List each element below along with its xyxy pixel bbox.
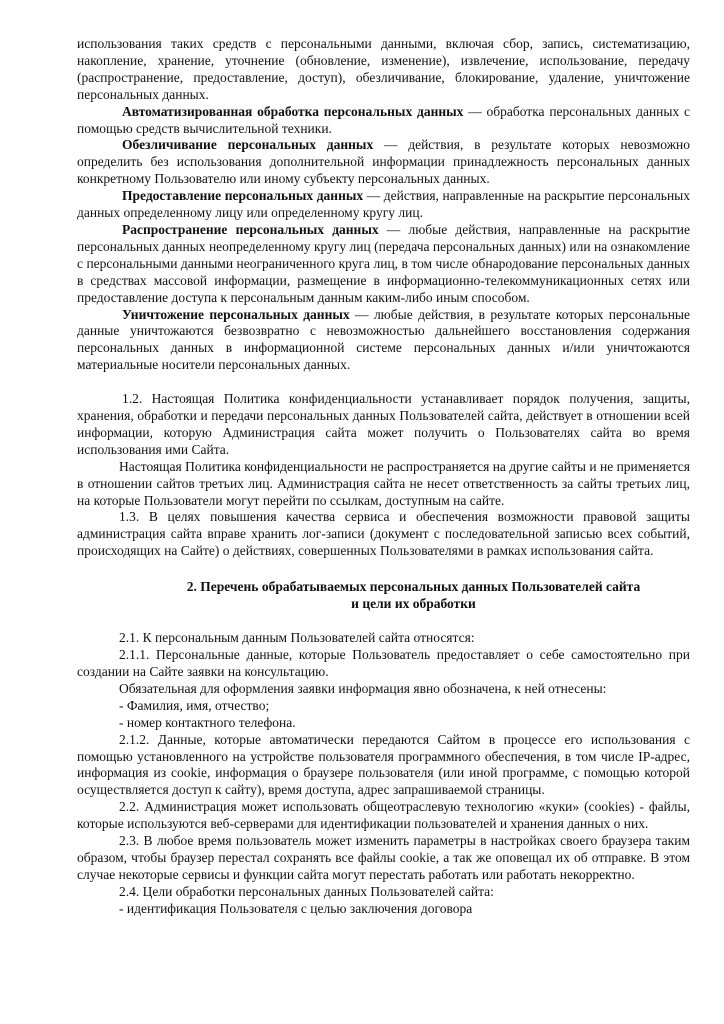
clause-2-4: 2.4. Цели обработки персональных данных Пользователей сайта: — [119, 883, 494, 899]
definition-distribution: Распространение персональных данных — любые действия, направленные на раскрытие персональных данных неопределенному кругу лиц (передача персональных данных) или на ознакомление с персональными данными неограниченного круга лиц, в том числе обнародование персональных данных в средствах массовой информации, размещение в информационно-телекоммуникационных сетях или предоставление доступа к персональным данным каким-либо иным способом. — [77, 221, 690, 305]
term-automated: Автоматизированная обработка персональных данных — [122, 103, 464, 119]
term-provision: Предоставление персональных данных — [122, 188, 364, 204]
spacer — [77, 612, 690, 630]
clause-2-1-2: 2.1.2. Данные, которые автоматически передаются Сайтом в процессе его использования с помощью установленного на устройстве пользователя программного обеспечения, в том числе IP-адрес, информация из cookie, информация о браузере пользователя (или иной программе, с помощью которой осуществляется доступ к сайту), время доступа, адрес запрашиваемой страницы. — [77, 731, 690, 798]
term-distribution: Распространение персональных данных — [122, 221, 379, 237]
clause-2-3: 2.3. В любое время пользователь может изменить параметры в настройках своего браузера таким образом, чтобы браузер перестал сохранять все файлы cookie, а так же оповещал их об отправке. В этом случае некоторые сервисы и функции сайта могут перестать работать или работать некорректно. — [77, 833, 690, 882]
spacer — [77, 560, 690, 578]
clause-2-2: 2.2. Администрация может использовать общеотраслевую технологию «куки» (cookies) - файлы, которые используются веб-серверами для идентификации пользователей и хранения данных о них. — [77, 799, 690, 832]
clause-2-1: 2.1. К персональным данным Пользователей сайта относятся: — [119, 630, 475, 646]
paragraph-processing-def-continued: использования таких средств с персональными данными, включая сбор, запись, систематизацию, накопление, хранение, уточнение (обновление, изменение), извлечение, использование, передачу (распространение, предоставление, доступ), обезличивание, блокирование, удаление, уничтожение персональных данных. — [77, 36, 690, 102]
term-destruction: Уничтожение персональных данных — [122, 306, 350, 322]
section-2-heading: 2. Перечень обрабатываемых персональных данных Пользователей сайта и цели их обработки — [186, 579, 641, 612]
spacer — [77, 374, 690, 391]
list-item: - номер контактного телефона. — [119, 714, 296, 730]
term-depersonalization: Обезличивание персональных данных — [122, 137, 374, 153]
clause-1-2: 1.2. Настоящая Политика конфиденциальности устанавливает порядок получения, защиты, хранения, обработки и передачи персональных данных Пользователей сайта, действует в отношении всей информации, которую Администрация сайта может получить о Пользователях сайта во время использования ими Сайта. — [77, 391, 690, 457]
definition-provision: Предоставление персональных данных — действия, направленные на раскрытие персональных данных определенному лицу или определенному кругу лиц. — [77, 188, 691, 221]
definition-depersonalization: Обезличивание персональных данных — действия, в результате которых невозможно определить без использования дополнительной информации принадлежность персональных данных конкретному Пользователю или иному субъекту персональных данных. — [77, 137, 691, 187]
page-content — [77, 36, 690, 918]
definition-destruction: Уничтожение персональных данных — любые действия, в результате которых персональные данные уничтожаются безвозвратно с невозможностью дальнейшего восстановления содержания персональных данных в информационной системе персональных данных и/или уничтожаются материальные носители персональных данных. — [77, 306, 690, 373]
list-item: - Фамилия, имя, отчество; — [119, 697, 270, 713]
list-item: - идентификация Пользователя с целью заключения договора — [119, 900, 473, 916]
required-info-note: Обязательная для оформления заявки информация явно обозначена, к ней отнесены: — [119, 680, 607, 696]
clause-2-1-1: 2.1.1. Персональные данные, которые Пользователь предоставляет о себе самостоятельно при создании на Сайте заявки на консультацию. — [77, 647, 690, 679]
clause-1-3: 1.3. В целях повышения качества сервиса и обеспечения возможности правовой защиты администрация сайта вправе хранить лог-записи (документ с последовательной записью всех событий, происходящих на Сайте) о действиях, совершенных Пользователями в рамках использования сайта. — [77, 509, 690, 559]
clause-1-2-third-party: Настоящая Политика конфиденциальности не распространяется на другие сайты и не применяется в отношении сайтов третьих лиц. Администрация сайта не несет ответственность за сайты третьих лиц, на которые Пользователи могут перейти по ссылкам, доступным на сайте. — [77, 458, 690, 508]
definition-automated: Автоматизированная обработка персональных данных — обработка персональных данных с помощью средств вычислительной техники. — [77, 103, 690, 136]
